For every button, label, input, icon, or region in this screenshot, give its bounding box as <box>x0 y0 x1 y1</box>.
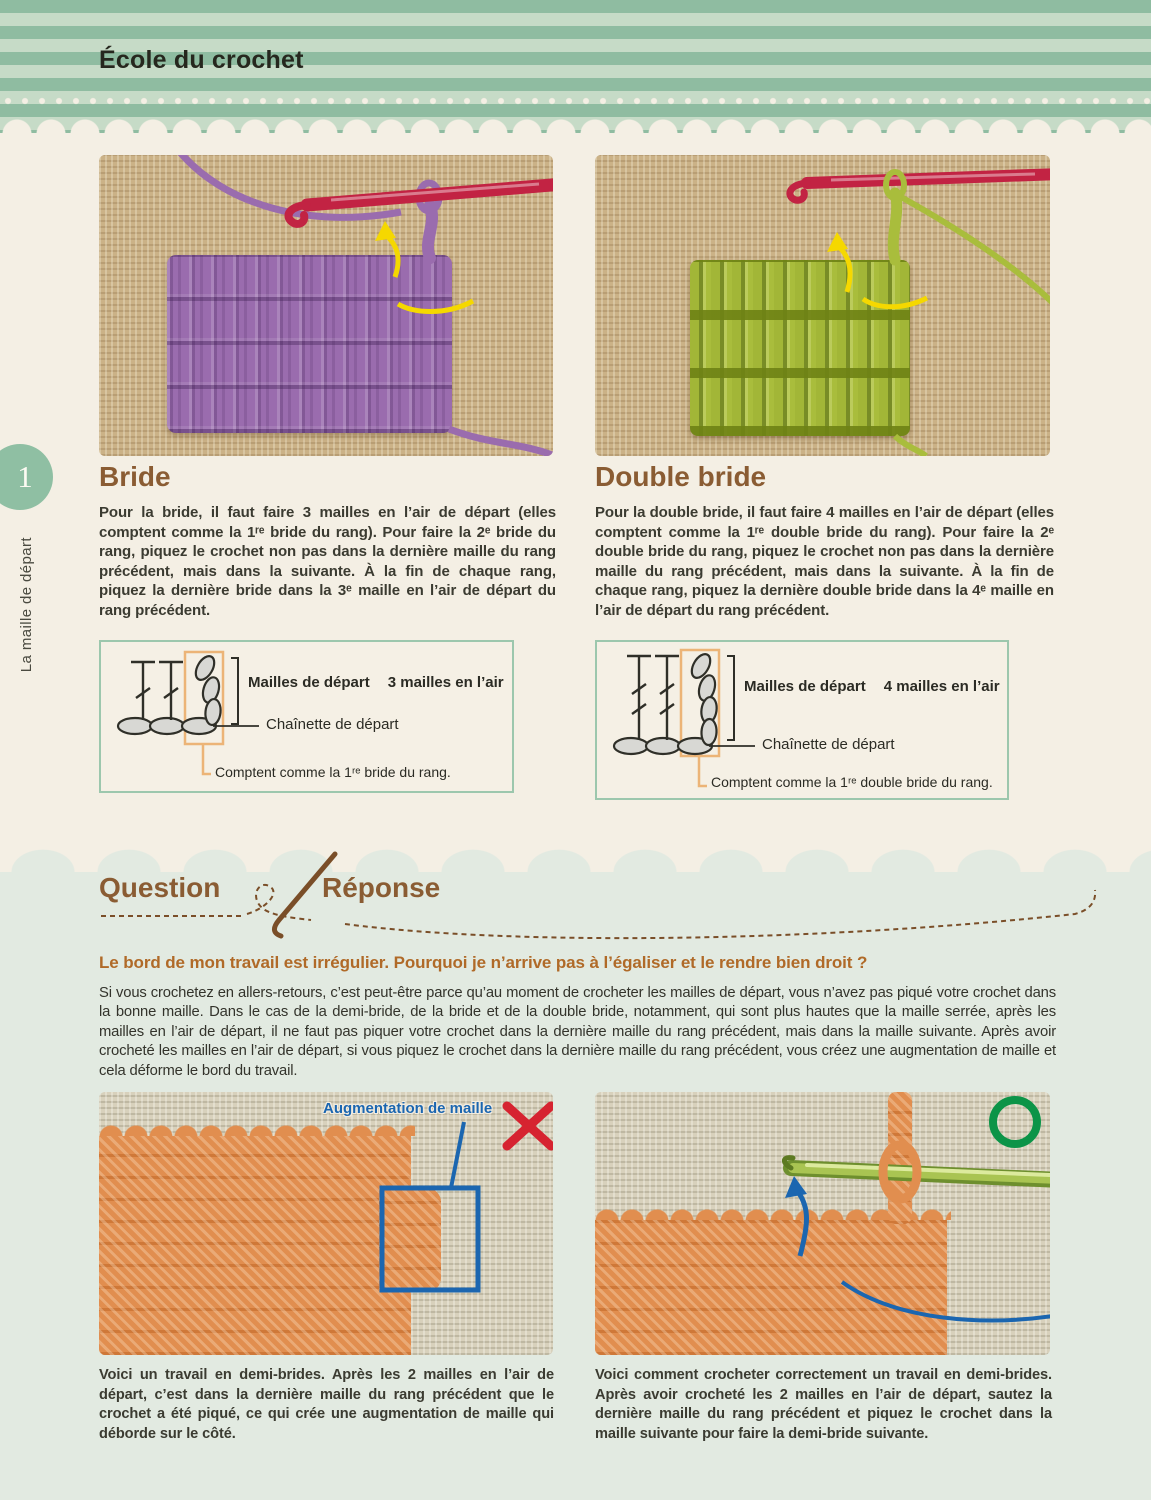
bride-paragraph: Pour la bride, il faut faire 3 mailles en l’air de départ (elles comptent comme la 1ʳᵉ bride du rang). Pour faire la 2ᵉ bride du rang, piquez le crochet non pas dans la dernière maille du rang précédent, mais dans la suivante. À la fin de chaque rang, piquez la dernière bride dans la 3ᵉ maille en l’air de départ du rang précédent. <box>99 504 556 619</box>
page-title: École du crochet <box>99 46 304 74</box>
chapter-number-badge: 1 <box>0 444 53 510</box>
photo-correct-example <box>595 1092 1050 1355</box>
yellow-arrowhead <box>375 221 396 241</box>
blue-arrowhead <box>785 1176 807 1198</box>
annotation-leader-line <box>451 1122 464 1188</box>
qa-title-reponse: Réponse <box>322 872 441 903</box>
chain-stitch-symbols <box>614 738 712 754</box>
turning-chain-symbols <box>688 651 718 745</box>
chain-start-label: Chaînette de départ <box>266 716 399 733</box>
section-title-bride: Bride <box>99 461 171 492</box>
photo-wrong-example <box>99 1092 553 1355</box>
wrong-annotations <box>99 1092 553 1355</box>
note-connector-line <box>203 744 211 774</box>
qa-answer-text: Si vous crochetez en allers-retours, c’est peut-être parce qu’au moment de crocheter les mailles de départ, vous n’avez pas piqué votre crochet dans la bonne maille. Dans le cas de la demi-bride, de la bride et de la double bride, notamment, qui sont plus hautes que la maille serrée, après les mailles en l’air de départ, il ne faut pas piquer votre crochet dans la dernière maille du rang précédent, mais dans la maille suivante. Après avoir crocheté les mailles en l’air de départ, si vous piquez le crochet dans la dernière maille du rang précédent, vous créez une augmentation de maille et cela déforme le bord du travail. <box>99 985 1056 1079</box>
reponse-dashed-curve <box>345 890 1095 938</box>
bride-diagram-box <box>99 640 514 793</box>
chain-stitch-symbols <box>118 718 216 734</box>
qa-title-question: Question <box>99 872 221 903</box>
augmentation-annotation-label: Augmentation de maille <box>323 1100 493 1117</box>
yarn-tail <box>895 436 926 456</box>
diagram-label-row <box>744 678 1000 695</box>
qa-question-text: Le bord de mon travail est irrégulier. Pourquoi je n’arrive pas à l’égaliser et le rendre bien droit ? <box>99 953 868 972</box>
yellow-arrow-up <box>388 237 398 277</box>
diagram-label: Mailles de départ <box>248 674 370 691</box>
diagram-note: Comptent comme la 1ʳᵉ bride du rang. <box>215 764 451 780</box>
photo-double-bride-swatch <box>595 155 1050 456</box>
caption-correct-example: Voici comment crocheter correctement un travail en demi-brides. Après avoir crocheté les 2 mailles en l’air de départ, sautez la dernière maille du rang précédent et piquez le crochet dans la maille suivante pour faire la demi-bride suivante. <box>595 1367 1052 1442</box>
yarn-strand <box>901 197 1050 307</box>
section-title-double-bride: Double bride <box>595 461 767 492</box>
turning-chain <box>893 193 896 260</box>
diagram-label: Mailles de départ <box>744 678 866 695</box>
blue-arrow-up <box>798 1192 807 1256</box>
photo-bride-swatch <box>99 155 553 456</box>
bracket <box>231 658 238 724</box>
red-x-icon <box>507 1106 551 1146</box>
chain-start-label: Chaînette de départ <box>762 736 895 753</box>
note-connector-line <box>699 756 707 786</box>
bracket <box>727 656 734 740</box>
yellow-arrowhead <box>827 232 848 252</box>
bride-symbols <box>131 662 183 720</box>
green-circle-ok-icon <box>993 1100 1037 1144</box>
lace-border <box>0 104 1151 134</box>
chapter-side-label: La maille de départ <box>18 537 35 673</box>
hook-tip <box>790 183 807 200</box>
yellow-arrow-up <box>840 248 850 292</box>
qa-decoration <box>95 850 1125 942</box>
yellow-curve <box>398 301 473 312</box>
diagram-value: 4 mailles en l’air <box>883 678 1000 695</box>
caption-wrong-example: Voici un travail en demi-brides. Après les 2 mailles en l’air de départ, c’est dans la dernière maille du rang précédent que le crochet a été piqué, ce qui crée une augmentation de maille qui déborde sur le côté. <box>99 1367 554 1442</box>
correct-annotations <box>595 1092 1050 1355</box>
yellow-curve <box>863 298 927 307</box>
double-bride-diagram-box <box>595 640 1009 800</box>
blue-curve <box>842 1282 1050 1320</box>
diagram-label-row <box>248 674 504 691</box>
photo-double-bride-overlay <box>595 155 1050 456</box>
diagram-value: 3 mailles en l’air <box>387 674 504 691</box>
photo-bride-overlay <box>99 155 553 456</box>
double-bride-symbols <box>627 656 679 740</box>
diagram-note: Comptent comme la 1ʳᵉ double bride du rang. <box>711 774 993 790</box>
yarn-tail <box>449 429 553 456</box>
double-bride-paragraph: Pour la double bride, il faut faire 4 mailles en l’air de départ (elles comptent comme la 1ʳᵉ double bride du rang). Pour faire la 2ᵉ double bride du rang, piquez le crochet non pas dans la dernière maille du rang précédent, mais dans la suivante. À la fin de chaque rang, piquez la dernière double bride dans la 4ᵉ maille en l’air de départ du rang précédent. <box>595 504 1054 619</box>
augmentation-highlight-box <box>382 1188 478 1290</box>
turning-chain-symbols <box>192 653 222 726</box>
hook-illustration-icon <box>274 854 335 936</box>
